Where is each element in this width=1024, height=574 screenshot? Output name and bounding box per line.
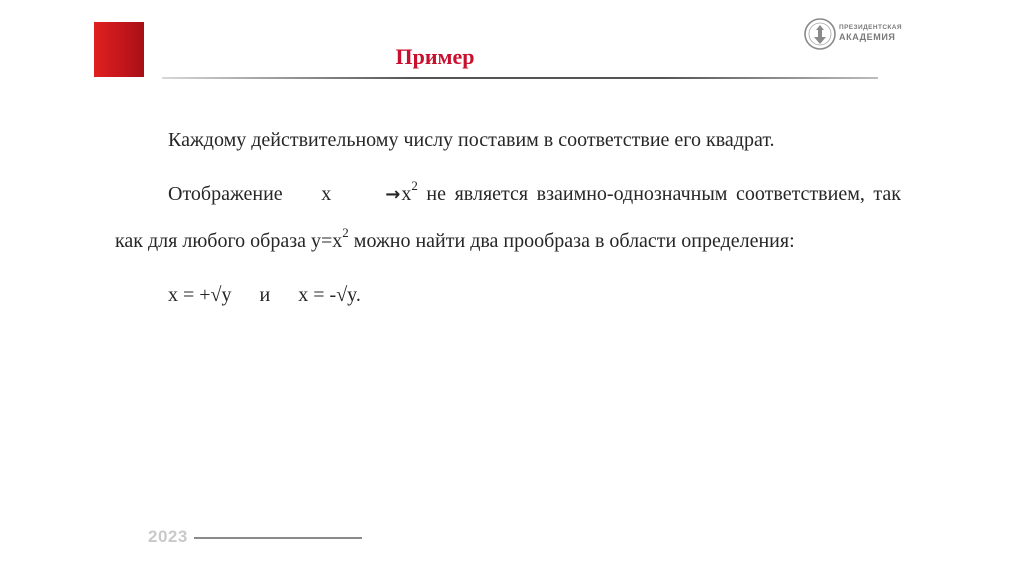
paragraph-definition: Каждому действительному числу поставим в соответствие его квадрат.: [168, 129, 775, 151]
academy-emblem-icon: [803, 17, 837, 51]
superscript-2: 2: [342, 225, 349, 241]
explanation-text-1: Отображение: [168, 183, 292, 205]
logo-text-top: ПРЕЗИДЕНТСКАЯ: [839, 24, 902, 31]
equation-connector: и: [259, 284, 271, 306]
equation-right: x = -√y.: [298, 284, 361, 306]
superscript-2: 2: [411, 178, 418, 194]
variable-x-squared: x: [401, 183, 412, 205]
logo-text-bottom: АКАДЕМИЯ: [839, 32, 896, 42]
variable-x: x: [321, 183, 332, 205]
slide-content: [115, 117, 901, 326]
red-accent-block: [94, 22, 144, 77]
footer-year: 2023: [148, 527, 188, 546]
footer-divider: [194, 537, 362, 539]
paragraph-explanation: [115, 171, 901, 264]
academy-logo: [803, 15, 902, 53]
arrow-right-icon: →: [385, 184, 401, 205]
equation-line: [115, 272, 901, 318]
equation-left: x = +√y: [168, 284, 232, 306]
explanation-text-3: можно найти два прообраза в области определения:: [348, 230, 795, 252]
slide-title: Пример: [395, 44, 475, 69]
explanation-text-2: не является взаимно-однозначным соответствием, так как для любого образа y=x: [115, 183, 901, 252]
title-divider: [162, 77, 878, 79]
